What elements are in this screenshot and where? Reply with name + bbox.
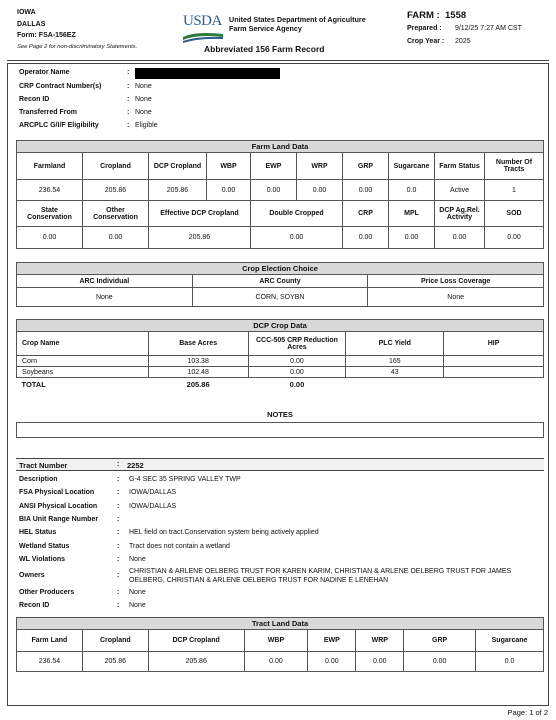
wl-violations-value: None (129, 556, 146, 563)
dcp-crop-data-table (16, 319, 544, 391)
tract-ewp-value: 0.00 (308, 652, 356, 672)
col-ewp: EWP (251, 153, 297, 180)
tract-grp-value: 0.00 (404, 652, 476, 672)
sugarcane-value: 0.0 (389, 180, 435, 201)
document-header (17, 7, 547, 59)
crop-year-label: Crop Year : (407, 38, 445, 45)
total-row (17, 378, 544, 391)
tract-number-value: 2252 (127, 461, 144, 470)
colon: : (117, 589, 120, 596)
operator-section (19, 69, 519, 135)
operator-row (19, 122, 519, 134)
colon: : (117, 461, 120, 468)
description-label: Description (19, 476, 58, 483)
tract-cropland-value: 205.86 (82, 652, 148, 672)
total-label: TOTAL (21, 379, 46, 389)
colon: : (127, 69, 130, 76)
col-price-loss-coverage: Price Loss Coverage (368, 275, 544, 288)
state-conservation-value: 0.00 (17, 227, 83, 249)
plc-yield-cell: 43 (346, 367, 444, 378)
form-line (17, 30, 137, 42)
col-other-conservation: Other Conservation (83, 201, 149, 227)
arcplc-eligibility-label: ARCPLC G/I/F Eligibility (19, 122, 99, 129)
col-base-acres: Base Acres (148, 332, 248, 356)
col-wrp: WRP (356, 630, 404, 652)
tract-wbp-value: 0.00 (244, 652, 308, 672)
wl-violations-label: WL Violations (19, 556, 66, 563)
farm-land-data-title: Farm Land Data (17, 141, 544, 153)
crop-election-table (16, 262, 544, 307)
page-number: Page: 1 of 2 (507, 708, 548, 717)
col-sugarcane: Sugarcane (389, 153, 435, 180)
wrp-value: 0.00 (297, 180, 343, 201)
col-dcp-cropland: DCP Cropland (149, 153, 207, 180)
plc-yield-cell: 165 (346, 356, 444, 367)
col-crp-reduction-acres: CCC-505 CRP Reduction Acres (248, 332, 346, 356)
notes-title: NOTES (267, 410, 293, 419)
farmland-value: 236.54 (17, 180, 83, 201)
prepared-value: 9/12/25 7:27 AM CST (454, 25, 522, 32)
table-row (17, 356, 544, 367)
ansi-location-value: IOWA/DALLAS (129, 503, 177, 510)
number-of-tracts-value: 1 (485, 180, 544, 201)
col-sod: SOD (485, 201, 544, 227)
county-name: DALLAS (17, 20, 46, 28)
other-conservation-value: 0.00 (83, 227, 149, 249)
grp-value: 0.00 (343, 180, 389, 201)
hel-status-value: HEL field on tract.Conservation system being actively applied (129, 529, 319, 536)
notes-box (16, 422, 544, 438)
total-crp-reduction: 0.00 (289, 379, 305, 389)
col-number-of-tracts: Number Of Tracts (485, 153, 544, 180)
base-acres-cell: 103.38 (148, 356, 248, 367)
farm-land-data-table (16, 140, 544, 249)
col-state-conservation: State Conservation (17, 201, 83, 227)
base-acres-cell: 102.48 (148, 367, 248, 378)
arcplc-eligibility-value: Eligible (135, 122, 158, 129)
tract-recon-id-value: None (129, 602, 146, 609)
redacted-operator-name (135, 68, 280, 79)
cropland-value: 205.86 (83, 180, 149, 201)
col-wbp: WBP (207, 153, 251, 180)
col-wbp: WBP (244, 630, 308, 652)
colon: : (127, 109, 130, 116)
crp-contract-label: CRP Contract Number(s) (19, 83, 102, 90)
col-double-cropped: Double Cropped (251, 201, 343, 227)
col-arc-county: ARC County (192, 275, 368, 288)
col-farm-status: Farm Status (435, 153, 485, 180)
prepared-line (407, 22, 522, 35)
operator-row (19, 109, 519, 121)
farm-number: 1558 (445, 10, 467, 21)
col-farm-land: Farm Land (17, 630, 83, 652)
colon: : (117, 489, 120, 496)
mpl-value: 0.00 (389, 227, 435, 249)
recon-id-value: None (135, 96, 152, 103)
wetland-status-value: Tract does not contain a wetland (129, 543, 230, 550)
colon: : (127, 122, 130, 129)
dcp-ag-rel-activity-value: 0.00 (435, 227, 485, 249)
agency-name (229, 15, 366, 33)
tract-land-data-table (16, 617, 544, 672)
col-plc-yield: PLC Yield (346, 332, 444, 356)
price-loss-coverage-value: None (368, 288, 544, 307)
col-wrp: WRP (297, 153, 343, 180)
fsa-location-value: IOWA/DALLAS (129, 489, 177, 496)
colon: : (117, 543, 120, 550)
colon: : (117, 529, 120, 536)
tract-wrp-value: 0.00 (356, 652, 404, 672)
colon: : (117, 476, 120, 483)
tract-dcp-cropland-value: 205.86 (148, 652, 244, 672)
form-label: Form: (17, 32, 37, 39)
colon: : (117, 516, 120, 523)
usda-logo (183, 13, 223, 43)
other-producers-value: None (129, 589, 146, 596)
tract-recon-id-label: Recon ID (19, 602, 50, 609)
transferred-from-label: Transferred From (19, 109, 77, 116)
ansi-location-label: ANSI Physical Location (19, 503, 98, 510)
col-effective-dcp-cropland: Effective DCP Cropland (149, 201, 251, 227)
recon-id-label: Recon ID (19, 96, 50, 103)
crop-year-line (407, 35, 522, 48)
col-crop-name: Crop Name (17, 332, 149, 356)
sod-value: 0.00 (485, 227, 544, 249)
owners-label: Owners (19, 572, 45, 579)
state-name: IOWA (17, 9, 36, 16)
total-base-acres: 205.86 (186, 379, 210, 389)
farm-line (407, 9, 522, 22)
hip-cell (444, 367, 544, 378)
operator-row (19, 69, 519, 81)
col-sugarcane: Sugarcane (476, 630, 544, 652)
hel-status-label: HEL Status (19, 529, 57, 536)
farm-status-value: Active (435, 180, 485, 201)
col-cropland: Cropland (83, 153, 149, 180)
colon: : (117, 572, 120, 579)
col-farmland: Farmland (17, 153, 83, 180)
farm-label: FARM : (407, 10, 440, 21)
crp-reduction-cell: 0.00 (248, 367, 346, 378)
crp-contract-value: None (135, 83, 152, 90)
header-divider (7, 60, 549, 61)
record-title: Abbreviated 156 Farm Record (204, 44, 325, 54)
effective-dcp-cropland-value: 205.86 (149, 227, 251, 249)
col-mpl: MPL (389, 201, 435, 227)
see-page-note: See Page 2 for non-discriminatory Statements. (17, 43, 138, 50)
operator-row (19, 83, 519, 95)
tract-land-data-title: Tract Land Data (17, 618, 544, 630)
operator-row (19, 96, 519, 108)
col-crp: CRP (343, 201, 389, 227)
col-hip: HIP (444, 332, 544, 356)
arc-individual-value: None (17, 288, 193, 307)
bia-unit-label: BIA Unit Range Number (19, 516, 99, 523)
transferred-from-value: None (135, 109, 152, 116)
col-ewp: EWP (308, 630, 356, 652)
hip-cell (444, 356, 544, 367)
double-cropped-value: 0.00 (251, 227, 343, 249)
form-value: FSA-156EZ (38, 32, 76, 39)
table-row (17, 367, 544, 378)
operator-name-label: Operator Name (19, 69, 70, 76)
crp-reduction-cell: 0.00 (248, 356, 346, 367)
colon: : (127, 96, 130, 103)
fsa-location-label: FSA Physical Location (19, 489, 95, 496)
crop-year-value: 2025 (454, 38, 471, 45)
tract-farm-land-value: 236.54 (17, 652, 83, 672)
ewp-value: 0.00 (251, 180, 297, 201)
crop-name-cell: Soybeans (17, 367, 149, 378)
crop-election-title: Crop Election Choice (17, 263, 544, 275)
col-dcp-ag-rel-activity: DCP Ag.Rel. Activity (435, 201, 485, 227)
agency-line1: United States Department of Agriculture (229, 15, 366, 24)
tract-number-label: Tract Number (19, 461, 68, 470)
usda-logo-text: USDA (183, 13, 222, 29)
colon: : (117, 503, 120, 510)
header-left (17, 7, 137, 53)
other-producers-label: Other Producers (19, 589, 75, 596)
col-grp: GRP (343, 153, 389, 180)
crop-name-cell: Corn (17, 356, 149, 367)
usda-swoosh-icon (183, 31, 223, 43)
crp-value: 0.00 (343, 227, 389, 249)
dcp-cropland-value: 205.86 (149, 180, 207, 201)
col-cropland: Cropland (82, 630, 148, 652)
colon: : (117, 602, 120, 609)
wetland-status-label: Wetland Status (19, 543, 70, 550)
tract-sugarcane-value: 0.0 (476, 652, 544, 672)
dcp-crop-data-title: DCP Crop Data (17, 320, 544, 332)
agency-line2: Farm Service Agency (229, 24, 302, 33)
header-right (407, 9, 522, 48)
tract-details (19, 476, 539, 616)
col-dcp-cropland: DCP Cropland (148, 630, 244, 652)
arc-county-value: CORN, SOYBN (192, 288, 368, 307)
wbp-value: 0.00 (207, 180, 251, 201)
owners-value: CHRISTIAN & ARLENE OELBERG TRUST FOR KAREN KARIM, CHRISTIAN & ARLENE OELBERG TRUST FOR JAMES OELBERG, CHRISTIAN & ARLENE OELBERG TRUST FOR NADINE E LENEHAN (129, 568, 512, 584)
description-value: G-4 SEC 35 SPRING VALLEY TWP (129, 476, 241, 483)
colon: : (117, 556, 120, 563)
colon: : (127, 83, 130, 90)
tract-number-bar (16, 458, 544, 471)
col-grp: GRP (404, 630, 476, 652)
prepared-label: Prepared : (407, 25, 442, 32)
col-arc-individual: ARC Individual (17, 275, 193, 288)
